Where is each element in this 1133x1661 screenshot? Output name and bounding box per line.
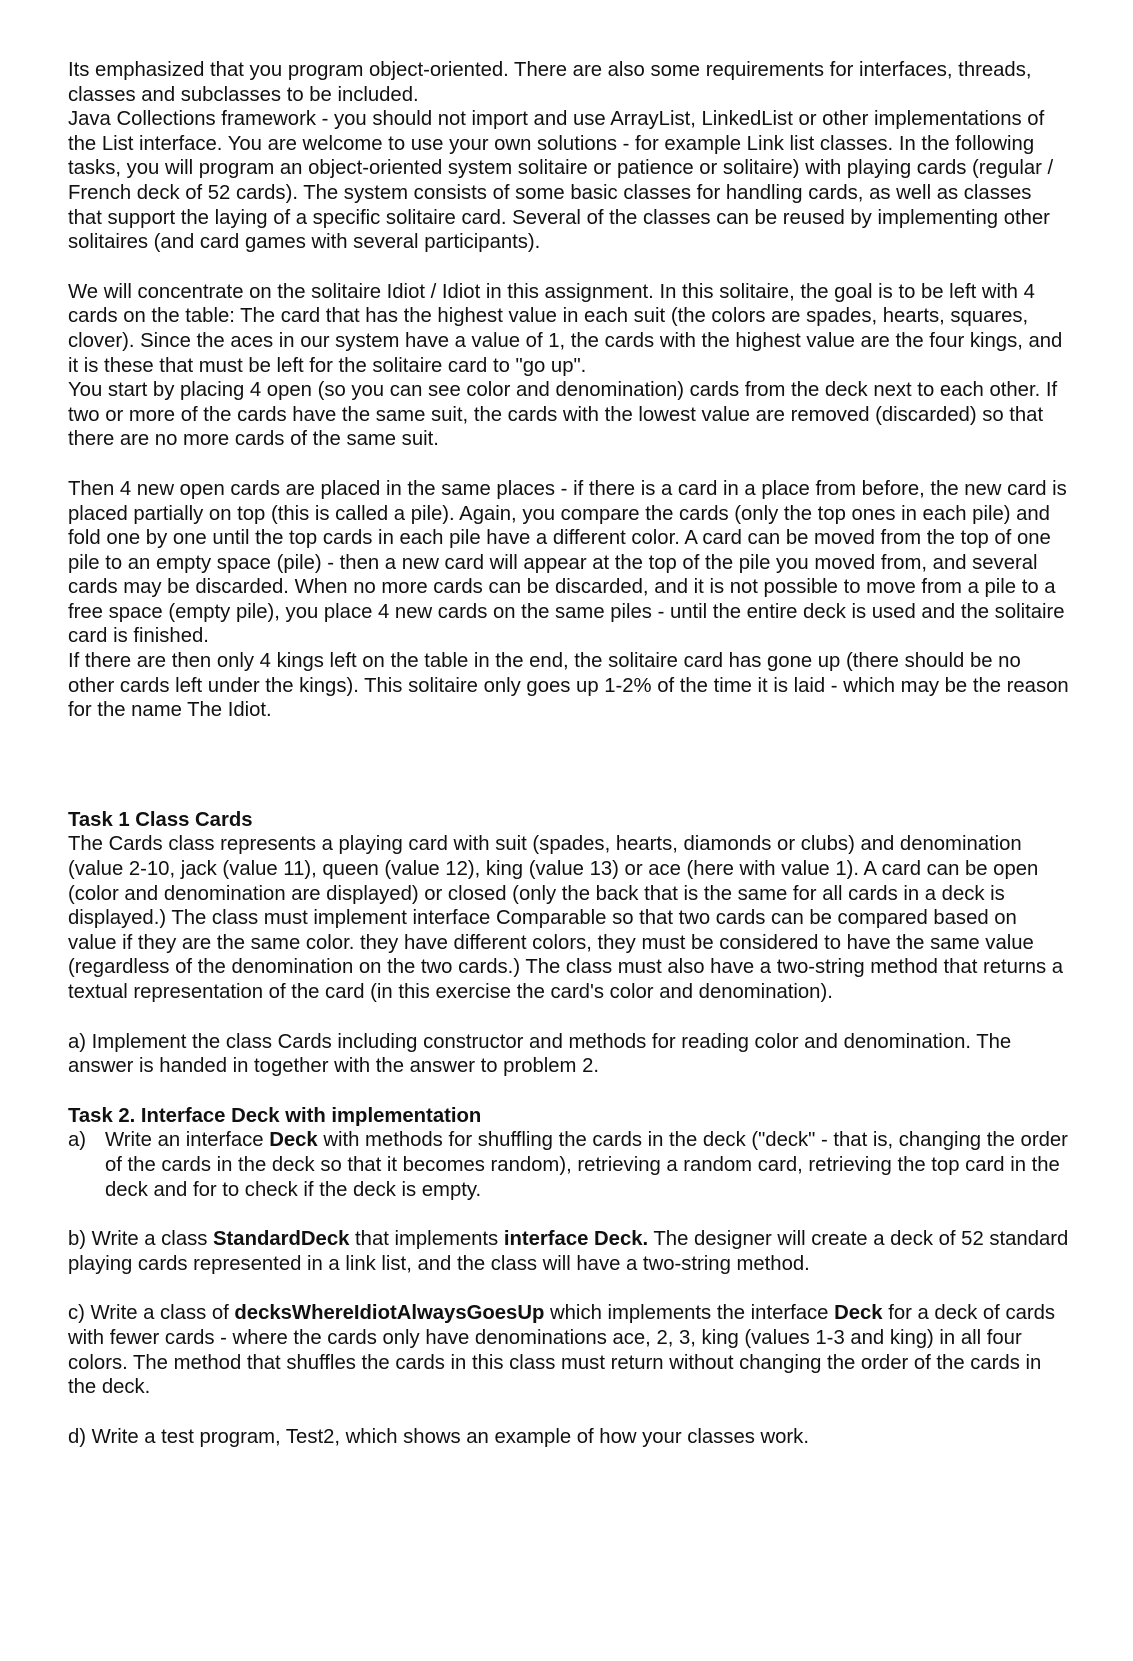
text-run: Write an interface	[105, 1129, 270, 1152]
text-run: that implements	[349, 1228, 504, 1251]
intro-paragraph-2: Java Collections framework - you should not import and use ArrayList, LinkedList or other implementations of the List interface. You are welcome to use your own solutions - for example Link list classes. In the following tasks, you will program an object-oriented system solitaire or patience or solitaire) with playing cards (regular / French deck of 52 cards). The system consists of some basic classes for handling cards, as well as classes that support the laying of a specific solitaire card. Several of the classes can be reused by implementing other solitaires (and card games with several participants).	[68, 108, 1054, 254]
task2-part-a-text	[105, 1128, 1070, 1202]
spacer	[68, 452, 1070, 477]
bold-text-run: StandardDeck	[213, 1228, 350, 1251]
spacer	[68, 1400, 1070, 1425]
text-run: The designer will create a deck of 52 standard playing cards represented in a link list, and the class will have a two-string method.	[68, 1228, 1069, 1275]
intro-paragraph-5: Then 4 new open cards are placed in the same places - if there is a card in a place from before, the new card is placed partially on top (this is called a pile). Again, you compare the cards (only the top ones in each pile) and fold one by one until the top cards in each pile have a different color. A card can be moved from the top of one pile to an empty space (pile) - then a new card will appear at the top of the pile you moved from, and several cards may be discarded. When no more cards can be discarded, and it is not possible to move from a pile to a free space (empty pile), you place 4 new cards on the same piles - until the entire deck is used and the solitaire card is finished.	[68, 477, 1067, 648]
spacer	[68, 1079, 1070, 1104]
intro-paragraph-3: We will concentrate on the solitaire Idiot / Idiot in this assignment. In this solitaire, the goal is to be left with 4 cards on the table: The card that has the highest value in each suit (the colors are spades, hearts, squares, clover). Since the aces in our system have a value of 1, the cards with the highest value are the four kings, and it is these that must be left for the solitaire card to "go up".	[68, 280, 1063, 377]
task1-body: The Cards class represents a playing card with suit (spades, hearts, diamonds or clubs) and denomination (value 2-10, jack (value 11), queen (value 12), king (value 13) or ace (here with value 1). A card can be open (color and denomination are displayed) or closed (only the back that is the same for all cards in a deck is displayed.) The class must implement interface Comparable so that two cards can be compared based on value if they are the same color. they have different colors, they must be considered to have the same value (regardless of the denomination on the two cards.) The class must also have a two-string method that returns a textual representation of the card (in this exercise the card's color and denomination).	[68, 833, 1064, 1003]
spacer	[68, 1276, 1070, 1301]
intro-paragraph-1: Its emphasized that you program object-oriented. There are also some requirements for interfaces, threads, classes and subclasses to be included.	[68, 59, 1032, 106]
bold-text-run: interface Deck.	[503, 1228, 649, 1251]
spacer	[68, 723, 1070, 808]
text-run: for a deck of cards with fewer cards - where the cards only have denominations ace, 2, 3, king (values 1-3 and king) in all four colors. The method that shuffles the cards in this class must return without changing the order of the cards in the deck.	[68, 1302, 1056, 1399]
task2-part-b	[68, 1227, 1070, 1276]
spacer	[68, 1005, 1070, 1030]
task2-heading: Task 2. Interface Deck with implementation	[68, 1104, 482, 1127]
task2-part-d: d) Write a test program, Test2, which shows an example of how your classes work.	[68, 1425, 809, 1448]
text-run: b) Write a class	[68, 1228, 214, 1251]
spacer	[68, 1202, 1070, 1227]
task1-part-a: a) Implement the class Cards including constructor and methods for reading color and denomination. The answer is handed in together with the answer to problem 2.	[68, 1030, 1012, 1078]
bold-text-run: Deck	[834, 1302, 883, 1325]
intro-paragraph-4: You start by placing 4 open (so you can see color and denomination) cards from the deck next to each other. If two or more of the cards have the same suit, the cards with the lowest value are removed (discarded) so that there are no more cards of the same suit.	[68, 379, 1058, 451]
bold-text-run: decksWhereIdiotAlwaysGoesUp	[234, 1302, 545, 1325]
text-run: c) Write a class of	[68, 1302, 235, 1325]
task2-part-a	[68, 1128, 1070, 1202]
task1-heading: Task 1 Class Cards	[68, 808, 253, 831]
list-marker: a)	[68, 1129, 87, 1152]
document-page	[68, 58, 1070, 1449]
text-run: with methods for shuffling the cards in the deck ("deck" - that is, changing the order of the cards in the deck so that it becomes random), retrieving a random card, retrieving the top card in the deck and for to check if the deck is empty.	[105, 1129, 1068, 1201]
text-run: which implements the interface	[544, 1302, 835, 1325]
spacer	[68, 255, 1070, 280]
intro-paragraph-6: If there are then only 4 kings left on the table in the end, the solitaire card has gone up (there should be no other cards left under the kings). This solitaire only goes up 1-2% of the time it is laid - which may be the reason for the name The Idiot.	[68, 650, 1069, 722]
bold-text-run: Deck	[269, 1129, 318, 1152]
task2-part-c	[68, 1301, 1070, 1399]
